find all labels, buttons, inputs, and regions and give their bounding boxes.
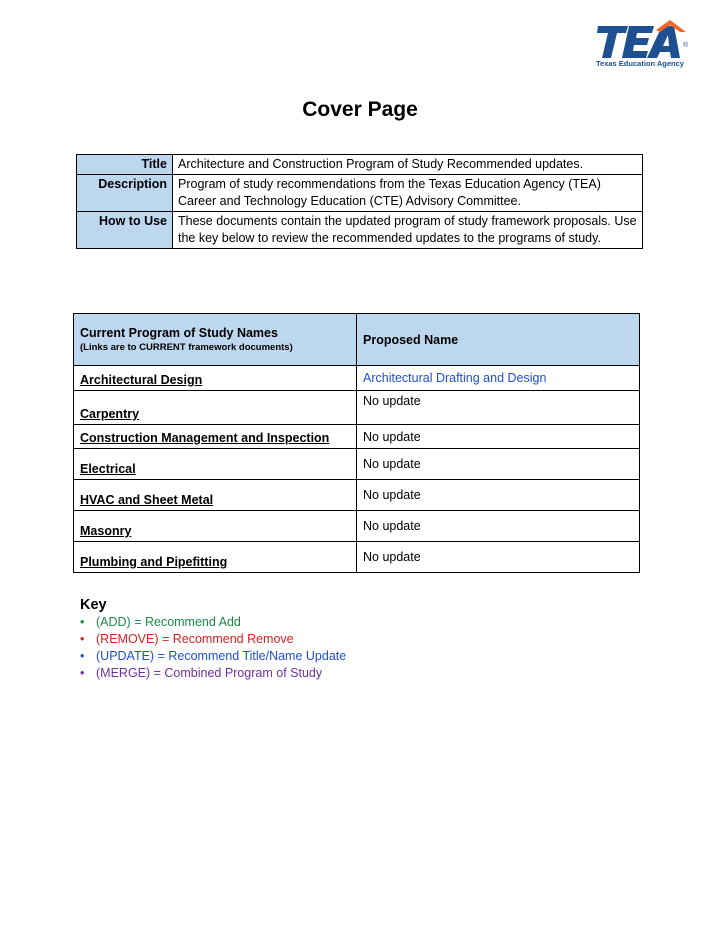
key-item-text: (UPDATE) = Recommend Title/Name Update [96, 649, 347, 663]
table-row [74, 480, 640, 511]
logo-subtitle: Texas Education Agency [596, 59, 684, 68]
info-label: Description [77, 175, 173, 212]
bullet-icon: • [80, 632, 85, 646]
program-link[interactable]: Plumbing and Pipefitting [74, 542, 357, 573]
info-label: Title [77, 155, 173, 175]
table-row [74, 542, 640, 573]
proposed-name: No update [357, 511, 640, 542]
key-item-update [80, 648, 346, 665]
program-link[interactable]: HVAC and Sheet Metal [74, 480, 357, 511]
program-link[interactable]: Construction Management and Inspection [74, 425, 357, 449]
key-item-text: (MERGE) = Combined Program of Study [96, 666, 323, 680]
header-current-programs [74, 314, 357, 366]
program-link[interactable]: Electrical [74, 449, 357, 480]
info-value: These documents contain the updated program of study framework proposals. Use the key below to review the recommended updates to the programs of study. [173, 212, 643, 249]
bullet-icon: • [80, 649, 85, 663]
bullet-icon: • [80, 615, 85, 629]
table-row [74, 511, 640, 542]
info-row-title [77, 155, 643, 175]
program-link[interactable]: Carpentry [74, 391, 357, 425]
info-value: Program of study recommendations from the Texas Education Agency (TEA) Career and Technology Education (CTE) Advisory Committee. [173, 175, 643, 212]
info-value: Architecture and Construction Program of Study Recommended updates. [173, 155, 643, 175]
proposed-name: No update [357, 425, 640, 449]
legend-key [80, 597, 346, 682]
table-row [74, 391, 640, 425]
program-link[interactable]: Masonry [74, 511, 357, 542]
proposed-name: No update [357, 391, 640, 425]
page-title: Cover Page [302, 98, 418, 121]
proposed-name: No update [357, 480, 640, 511]
proposed-name: No update [357, 542, 640, 573]
info-row-description [77, 175, 643, 212]
key-item-add [80, 614, 346, 631]
document-info-table [76, 154, 643, 249]
table-row [74, 366, 640, 391]
key-item-text: (ADD) = Recommend Add [96, 615, 241, 629]
registered-mark: ® [683, 42, 689, 49]
info-row-how-to-use [77, 212, 643, 249]
table-header-row [74, 314, 640, 366]
program-link[interactable]: Architectural Design [74, 366, 357, 391]
header-current-note: (Links are to CURRENT framework documents) [80, 342, 293, 353]
proposed-name: No update [357, 449, 640, 480]
table-row [74, 449, 640, 480]
bullet-icon: • [80, 666, 85, 680]
info-label: How to Use [77, 212, 173, 249]
key-list [80, 614, 346, 682]
header-current-label: Current Program of Study Names [80, 326, 278, 340]
proposed-name: Architectural Drafting and Design [357, 366, 640, 391]
program-of-study-table [73, 313, 640, 573]
key-title: Key [80, 597, 107, 613]
table-row [74, 425, 640, 449]
key-item-remove [80, 631, 346, 648]
tea-logo-mark [594, 20, 688, 60]
header-proposed-name: Proposed Name [357, 314, 640, 366]
key-item-merge [80, 665, 346, 682]
key-item-text: (REMOVE) = Recommend Remove [96, 632, 294, 646]
tea-logo [594, 20, 694, 72]
